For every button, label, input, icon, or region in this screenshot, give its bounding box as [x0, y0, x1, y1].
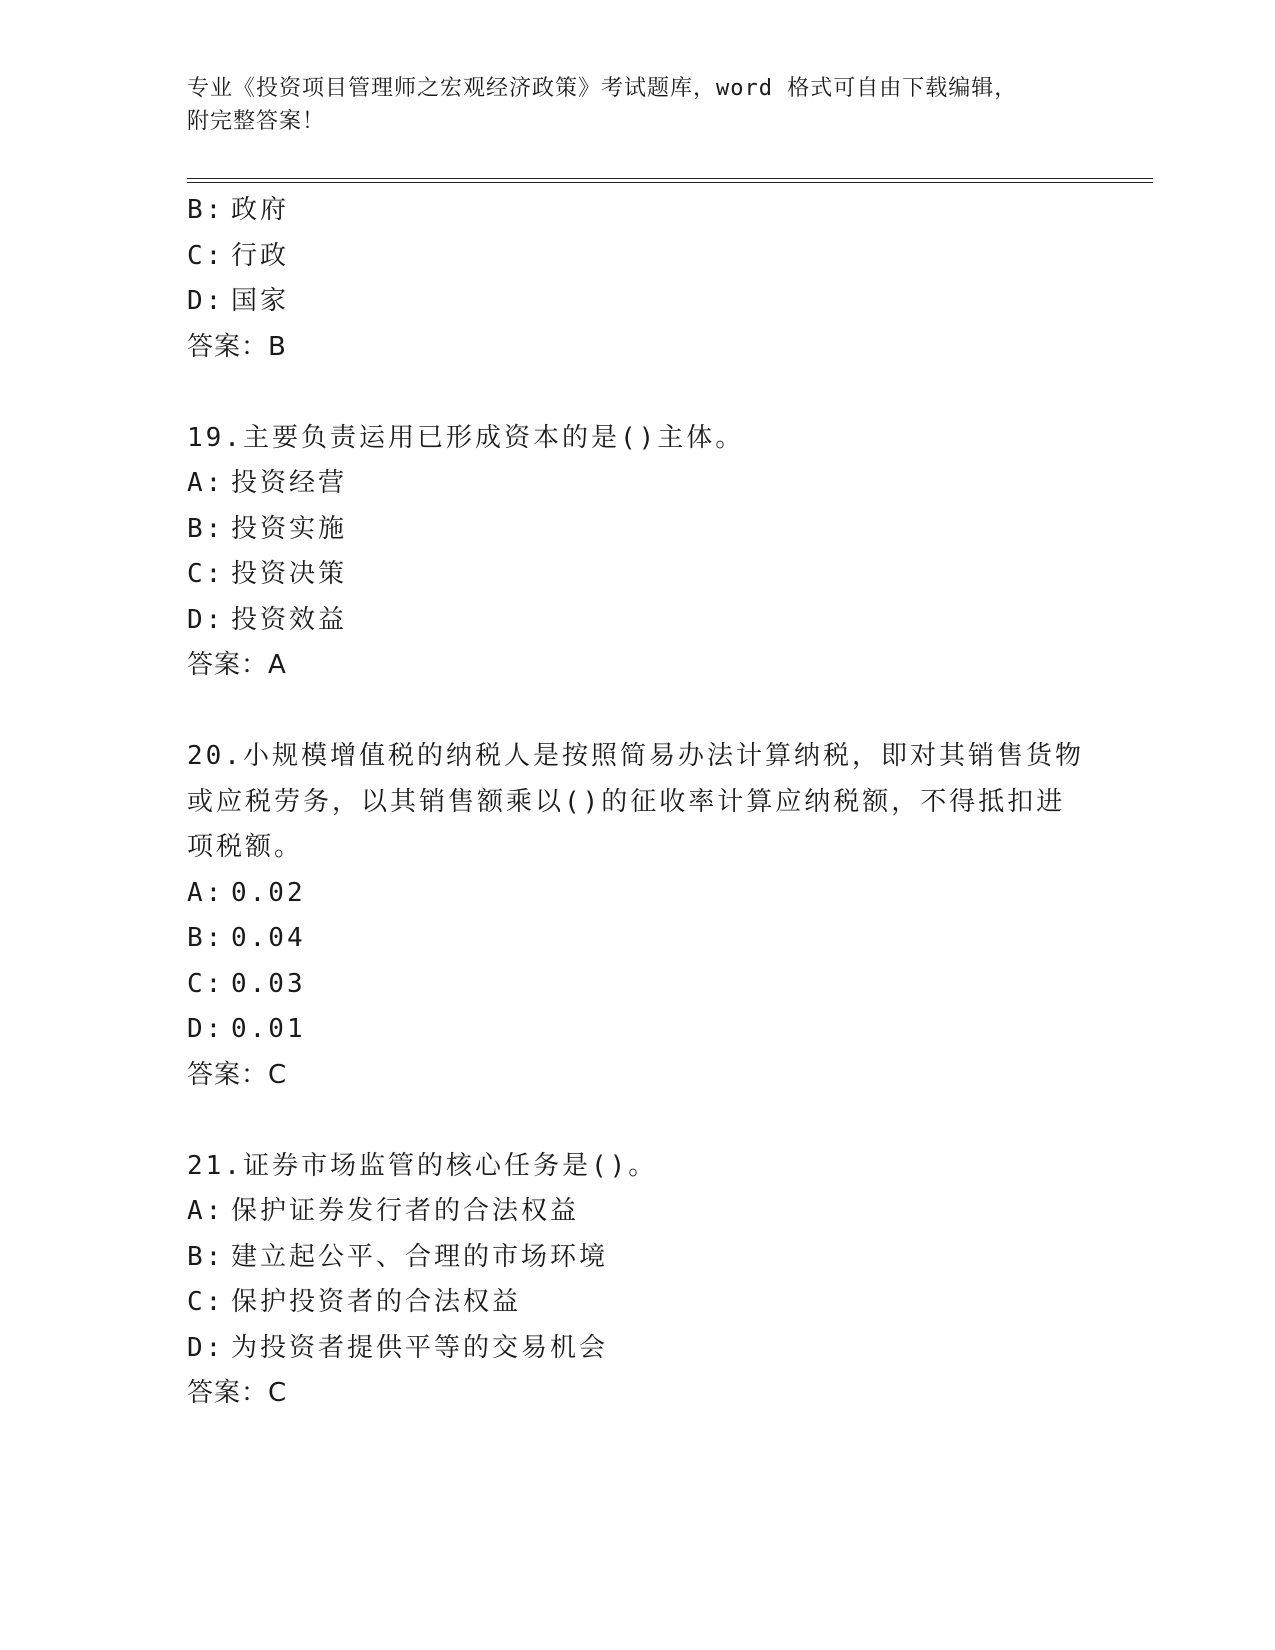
- question-stem: 21.证券市场监管的核心任务是()。: [187, 1150, 658, 1181]
- option-a: A: 0.02: [187, 877, 306, 908]
- header-divider: [187, 178, 1153, 183]
- question-stem-line-1: 20.小规模增值税的纳税人是按照简易办法计算纳税，即对其销售货物: [187, 741, 1084, 771]
- question-stem: 19.主要负责运用已形成资本的是()主体。: [187, 422, 745, 453]
- option-a: A: 保护证券发行者的合法权益: [187, 1196, 580, 1226]
- question-block-21: [187, 1144, 1087, 1417]
- option-c: C: 保护投资者的合法权益: [187, 1287, 522, 1317]
- header-line-1: 专业《投资项目管理师之宏观经济政策》考试题库，word 格式可自由下载编辑，: [187, 76, 1018, 101]
- spacer: [187, 370, 1087, 416]
- option-c: C: 投资决策: [187, 559, 348, 589]
- question-list: [187, 188, 1087, 1417]
- option-c: C: 0.03: [187, 968, 306, 999]
- option-a: A: 投资经营: [187, 468, 348, 498]
- option-d: D: 投资效益: [187, 604, 348, 635]
- header-line-2: 附完整答案！: [187, 109, 326, 134]
- question-stem-line-3: 项税额。: [187, 832, 304, 862]
- question-stem-line-2: 或应税劳务，以其销售额乘以()的征收率计算应纳税额，不得抵扣进: [187, 786, 1066, 817]
- option-c: C: 行政: [187, 240, 290, 271]
- option-b: B: 建立起公平、合理的市场环境: [187, 1241, 609, 1272]
- option-b: B: 0.04: [187, 923, 306, 953]
- option-d: D: 国家: [187, 286, 290, 316]
- question-block-19: [187, 416, 1087, 689]
- option-d: D: 为投资者提供平等的交易机会: [187, 1332, 609, 1363]
- question-block-18: [187, 188, 1087, 370]
- spacer: [187, 689, 1087, 735]
- spacer: [187, 1098, 1087, 1144]
- option-d: D: 0.01: [187, 1014, 306, 1044]
- question-block-20: [187, 734, 1087, 1098]
- answer-line: 答案：A: [187, 650, 287, 680]
- answer-line: 答案：B: [187, 331, 287, 362]
- document-header: [187, 72, 1087, 138]
- answer-line: 答案：C: [187, 1378, 288, 1408]
- answer-line: 答案：C: [187, 1059, 288, 1090]
- option-b: B: 投资实施: [187, 513, 348, 544]
- option-b: B: 政府: [187, 195, 290, 225]
